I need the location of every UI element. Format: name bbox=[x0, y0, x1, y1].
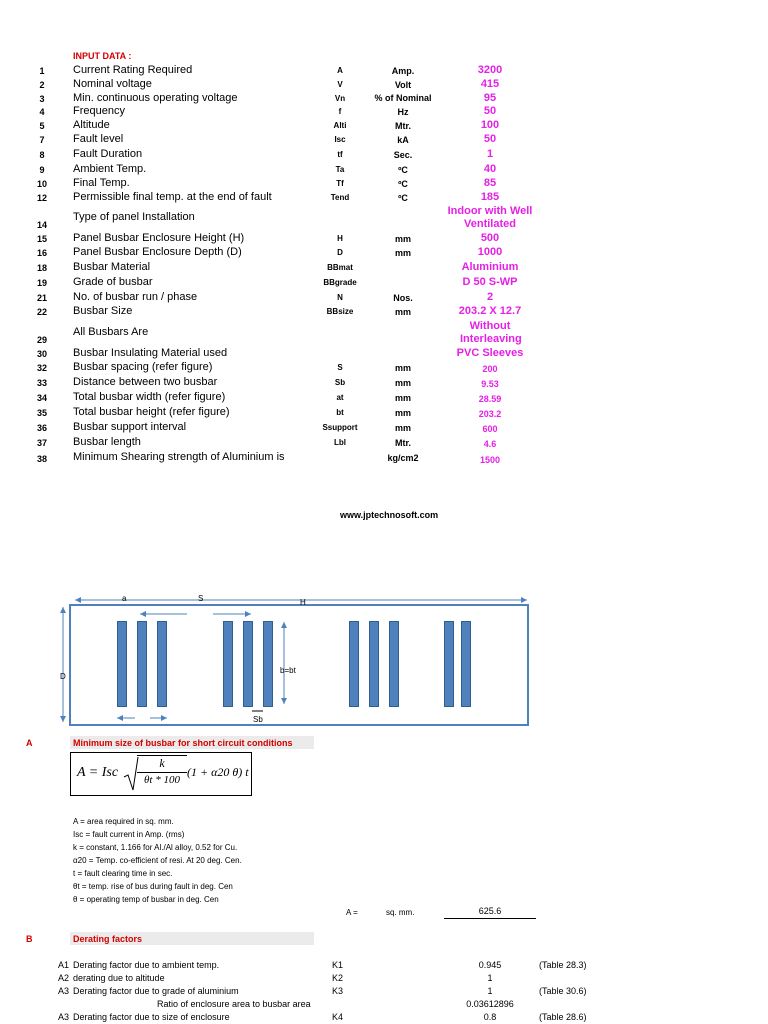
row-unit: mm bbox=[394, 408, 411, 418]
row-unit: ºC bbox=[398, 179, 408, 189]
row-number: 9 bbox=[39, 165, 45, 175]
derating-value: 1 bbox=[487, 986, 493, 996]
row-description: Fault level bbox=[73, 133, 124, 145]
row-description: Type of panel Installation bbox=[73, 211, 195, 223]
row-number: 29 bbox=[36, 335, 47, 345]
row-number: 16 bbox=[36, 248, 47, 258]
derating-description: Derating factor due to size of enclosure bbox=[73, 1012, 230, 1022]
label-sb: Sb bbox=[253, 715, 263, 724]
row-unit: ºC bbox=[398, 193, 408, 203]
legend-line: k = constant, 1.166 for Al./Al alloy, 0.52 for Cu. bbox=[73, 843, 238, 852]
row-symbol: Isc bbox=[334, 135, 346, 144]
row-symbol: tf bbox=[337, 150, 343, 159]
row-description: Fault Duration bbox=[73, 148, 143, 160]
row-description: Frequency bbox=[73, 105, 125, 117]
busbar bbox=[444, 621, 454, 707]
section-a-letter: A bbox=[26, 738, 33, 748]
row-value: 1 bbox=[486, 148, 494, 160]
row-description: Distance between two busbar bbox=[73, 376, 218, 388]
busbar bbox=[243, 621, 253, 707]
derating-description: derating due to altitude bbox=[73, 973, 165, 983]
row-unit: mm bbox=[394, 393, 411, 403]
row-symbol: Tend bbox=[330, 193, 350, 202]
row-value: 4.6 bbox=[483, 439, 497, 449]
row-description: Nominal voltage bbox=[73, 78, 152, 90]
row-number: 30 bbox=[36, 349, 47, 359]
formula-lhs: A = Isc bbox=[77, 765, 119, 780]
derating-id: A1 bbox=[58, 960, 70, 970]
row-number: 35 bbox=[36, 408, 47, 418]
busbar bbox=[223, 621, 233, 707]
derating-id: A3 bbox=[58, 986, 70, 996]
row-description: Permissible final temp. at the end of fault bbox=[73, 191, 272, 203]
row-symbol: f bbox=[338, 107, 342, 116]
row-value: Without Interleaving bbox=[460, 320, 522, 345]
row-number: 2 bbox=[39, 80, 45, 90]
row-value: 1500 bbox=[479, 455, 501, 465]
row-unit: Nos. bbox=[393, 293, 413, 303]
result-value: 625.6 bbox=[444, 906, 536, 919]
row-description: Busbar Size bbox=[73, 305, 133, 317]
row-number: 8 bbox=[39, 150, 45, 160]
derating-symbol: K4 bbox=[332, 1012, 344, 1022]
row-value: 9.53 bbox=[481, 379, 499, 389]
row-description: Grade of busbar bbox=[73, 276, 153, 288]
row-symbol: Ssupport bbox=[322, 423, 358, 432]
row-description: Min. continuous operating voltage bbox=[73, 92, 238, 104]
row-value: PVC Sleeves bbox=[456, 347, 524, 359]
legend-line: α20 = Temp. co-efficient of resi. At 20 deg. Cen. bbox=[73, 856, 242, 865]
formula-box bbox=[70, 752, 252, 796]
row-description: Final Temp. bbox=[73, 177, 130, 189]
formula-numerator: k bbox=[159, 756, 165, 770]
row-unit: ºC bbox=[398, 165, 408, 175]
row-value: 203.2 bbox=[478, 409, 502, 419]
row-value: Indoor with Well Ventilated bbox=[447, 205, 533, 230]
label-a: a bbox=[122, 594, 127, 603]
busbar bbox=[349, 621, 359, 707]
busbar bbox=[389, 621, 399, 707]
label-b: b=bt bbox=[280, 666, 296, 675]
busbar bbox=[157, 621, 167, 707]
row-unit: Mtr. bbox=[394, 438, 411, 448]
row-symbol: D bbox=[337, 248, 343, 257]
row-description: Current Rating Required bbox=[73, 64, 193, 76]
row-symbol: at bbox=[336, 393, 344, 402]
row-number: 10 bbox=[36, 179, 47, 189]
row-value: 40 bbox=[483, 163, 497, 175]
row-description: Total busbar height (refer figure) bbox=[73, 406, 230, 418]
row-unit: mm bbox=[394, 423, 411, 433]
row-symbol: Lbl bbox=[334, 438, 346, 447]
row-description: No. of busbar run / phase bbox=[73, 291, 198, 303]
row-symbol: BBmat bbox=[327, 263, 353, 272]
row-number: 12 bbox=[36, 193, 47, 203]
result-label: A = bbox=[346, 908, 358, 917]
row-unit: Amp. bbox=[391, 66, 415, 76]
fraction-bar bbox=[137, 772, 187, 773]
row-value: 2 bbox=[486, 291, 494, 303]
derating-id: A2 bbox=[58, 973, 70, 983]
row-description: Ambient Temp. bbox=[73, 163, 147, 175]
row-unit: mm bbox=[394, 363, 411, 373]
legend-line: θt = temp. rise of bus during fault in deg. Cen bbox=[73, 882, 233, 891]
busbar bbox=[263, 621, 273, 707]
derating-value: 0.8 bbox=[483, 1012, 497, 1022]
row-value: 50 bbox=[483, 105, 497, 117]
row-value: D 50 S-WP bbox=[462, 276, 518, 288]
legend-line: Isc = fault current in Amp. (rms) bbox=[73, 830, 185, 839]
row-number: 4 bbox=[39, 107, 45, 117]
derating-reference: (Table 28.6) bbox=[539, 1012, 587, 1022]
row-symbol: S bbox=[337, 363, 343, 372]
row-symbol: bt bbox=[336, 408, 344, 417]
row-unit: mm bbox=[394, 307, 411, 317]
row-value: 415 bbox=[480, 78, 500, 90]
busbar bbox=[369, 621, 379, 707]
row-value: 50 bbox=[483, 133, 497, 145]
row-number: 32 bbox=[36, 363, 47, 373]
busbar bbox=[117, 621, 127, 707]
derating-value: 1 bbox=[487, 973, 493, 983]
section-b-letter: B bbox=[26, 934, 33, 944]
row-number: 18 bbox=[36, 263, 47, 273]
row-value: 3200 bbox=[477, 64, 503, 76]
row-unit: Hz bbox=[397, 107, 409, 117]
row-value: 500 bbox=[480, 232, 500, 244]
row-value: 203.2 X 12.7 bbox=[458, 305, 522, 317]
derating-value: 0.03612896 bbox=[466, 999, 514, 1009]
row-symbol: A bbox=[337, 66, 343, 75]
label-s: S bbox=[198, 594, 204, 603]
row-value: 200 bbox=[482, 364, 498, 374]
row-unit: Sec. bbox=[393, 150, 413, 160]
row-description: Panel Busbar Enclosure Height (H) bbox=[73, 232, 245, 244]
derating-description: Derating factor due to ambient temp. bbox=[73, 960, 220, 970]
legend-line: θ = operating temp of busbar in deg. Cen bbox=[73, 895, 219, 904]
derating-symbol: K2 bbox=[332, 973, 344, 983]
row-number: 37 bbox=[36, 438, 47, 448]
row-description: Busbar support interval bbox=[73, 421, 187, 433]
row-number: 19 bbox=[36, 278, 47, 288]
row-number: 33 bbox=[36, 378, 47, 388]
row-unit: kg/cm2 bbox=[387, 453, 419, 463]
row-number: 14 bbox=[36, 220, 47, 230]
website-link[interactable]: www.jptechnosoft.com bbox=[340, 510, 439, 520]
row-description: Busbar Material bbox=[73, 261, 151, 273]
derating-value: 0.945 bbox=[478, 960, 502, 970]
row-description: Busbar spacing (refer figure) bbox=[73, 361, 213, 373]
row-unit: mm bbox=[394, 248, 411, 258]
row-unit: mm bbox=[394, 378, 411, 388]
section-a-title: Minimum size of busbar for short circuit conditions bbox=[73, 738, 293, 748]
row-value: 600 bbox=[482, 424, 498, 434]
row-value: Aluminium bbox=[461, 261, 519, 273]
row-value: 185 bbox=[480, 191, 500, 203]
row-description: Total busbar width (refer figure) bbox=[73, 391, 226, 403]
row-number: 36 bbox=[36, 423, 47, 433]
formula-denominator: θt * 100 bbox=[144, 774, 180, 786]
row-unit: mm bbox=[394, 234, 411, 244]
input-data-header: INPUT DATA : bbox=[73, 51, 132, 61]
row-value: 28.59 bbox=[478, 394, 502, 404]
row-symbol: Ta bbox=[335, 165, 345, 174]
row-symbol: Alti bbox=[333, 121, 347, 130]
row-symbol: BBgrade bbox=[323, 278, 357, 287]
row-symbol: H bbox=[337, 234, 343, 243]
derating-reference: (Table 30.6) bbox=[539, 986, 587, 996]
row-number: 5 bbox=[39, 121, 45, 131]
row-value: 85 bbox=[483, 177, 497, 189]
row-symbol: Sb bbox=[334, 378, 346, 387]
formula-rhs: (1 + α20 θ) t bbox=[187, 765, 249, 779]
label-h: H bbox=[300, 598, 306, 607]
legend-line: t = fault clearing time in sec. bbox=[73, 869, 173, 878]
derating-symbol: K3 bbox=[332, 986, 344, 996]
row-description: Altitude bbox=[73, 119, 110, 131]
derating-description: Derating factor due to grade of aluminium bbox=[73, 986, 239, 996]
row-symbol: BBsize bbox=[326, 307, 354, 316]
row-number: 38 bbox=[36, 454, 47, 464]
derating-id: A3 bbox=[58, 1012, 70, 1022]
row-symbol: Vn bbox=[334, 94, 346, 103]
row-value: 100 bbox=[480, 119, 500, 131]
row-symbol: V bbox=[337, 80, 343, 89]
row-number: 15 bbox=[36, 234, 47, 244]
busbar bbox=[461, 621, 471, 707]
label-d: D bbox=[60, 672, 66, 681]
row-number: 7 bbox=[39, 135, 45, 145]
row-value: 1000 bbox=[477, 246, 503, 258]
row-number: 3 bbox=[39, 94, 45, 104]
row-value: 95 bbox=[483, 92, 497, 104]
row-number: 34 bbox=[36, 393, 47, 403]
row-number: 21 bbox=[36, 293, 47, 303]
derating-symbol: K1 bbox=[332, 960, 344, 970]
row-symbol: Tf bbox=[336, 179, 344, 188]
row-unit: kA bbox=[397, 135, 409, 145]
derating-description: Ratio of enclosure area to busbar area bbox=[157, 999, 311, 1009]
row-number: 22 bbox=[36, 307, 47, 317]
row-unit: Mtr. bbox=[394, 121, 411, 131]
row-description: Panel Busbar Enclosure Depth (D) bbox=[73, 246, 242, 258]
result-unit: sq. mm. bbox=[386, 908, 415, 917]
row-number: 1 bbox=[39, 66, 45, 76]
legend-line: A = area required in sq. mm. bbox=[73, 817, 174, 826]
busbar bbox=[137, 621, 147, 707]
section-b-title: Derating factors bbox=[73, 934, 143, 944]
row-description: Busbar length bbox=[73, 436, 141, 448]
derating-reference: (Table 28.3) bbox=[539, 960, 587, 970]
row-description: All Busbars Are bbox=[73, 326, 149, 338]
row-unit: % of Nominal bbox=[374, 93, 432, 103]
row-unit: Volt bbox=[394, 80, 412, 90]
row-description: Minimum Shearing strength of Aluminium is bbox=[73, 451, 285, 463]
row-symbol: N bbox=[337, 293, 343, 302]
row-description: Busbar Insulating Material used bbox=[73, 347, 228, 359]
